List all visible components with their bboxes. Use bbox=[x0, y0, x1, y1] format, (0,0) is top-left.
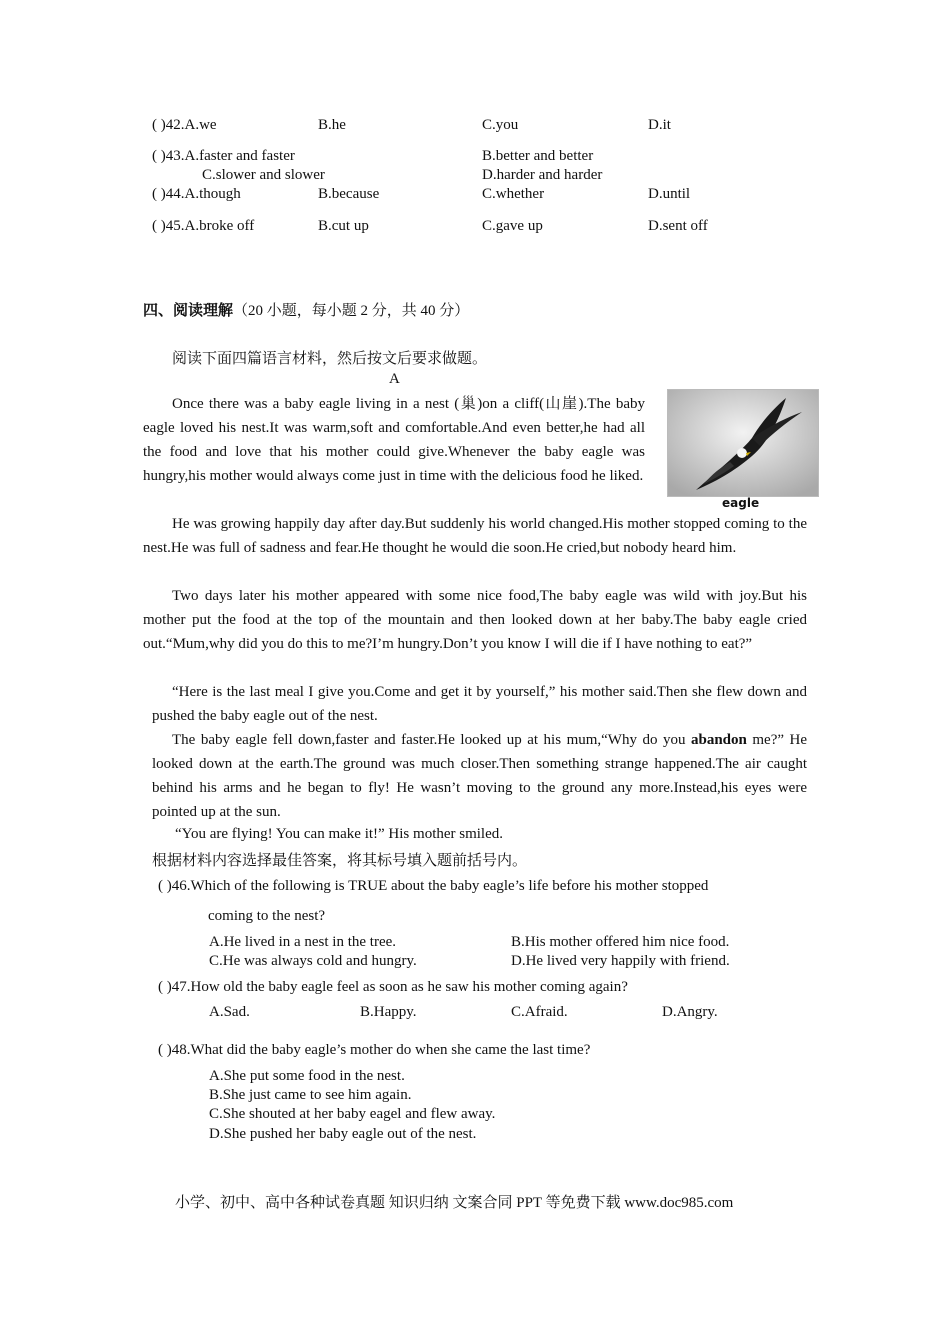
q42-a: ( )42.A.we bbox=[152, 117, 217, 133]
p5-text-a: The baby eagle fell down,faster and faster.He looked up at his mum,“Why do you bbox=[172, 732, 691, 748]
question-43 bbox=[152, 148, 812, 168]
q46-options-row2 bbox=[209, 953, 769, 973]
q48-stem: ( )48.What did the baby eagle’s mother do when she came the last time? bbox=[158, 1042, 591, 1058]
q47-option-b: B.Happy. bbox=[360, 1004, 417, 1020]
q46-option-a: A.He lived in a nest in the tree. bbox=[209, 934, 397, 950]
eagle-icon bbox=[668, 390, 818, 496]
question-45 bbox=[152, 218, 812, 238]
eagle-caption: eagle bbox=[722, 496, 760, 510]
q47-options bbox=[209, 1004, 769, 1024]
q46-stem-cont: coming to the nest? bbox=[208, 908, 326, 924]
q48-option-c: C.She shouted at her baby eagel and flew away. bbox=[209, 1106, 496, 1122]
section-note: （20 小题，每小题 2 分，共 40 分） bbox=[233, 303, 470, 319]
q43-c: C.slower and slower bbox=[202, 167, 325, 183]
passage-paragraph-6: “You are flying! You can make it!” His mother smiled. bbox=[175, 826, 504, 842]
p5-text-b: me?” He looked down at the earth.The ground was much closer.Then something strange happened.The air caught behind his arms and he began to fly! He wasn’t moving to the ground any more.Instead,his eyes were pointed up at the sun. bbox=[152, 732, 807, 820]
q45-c: C.gave up bbox=[482, 218, 543, 234]
q48-option-b: B.She just came to see him again. bbox=[209, 1087, 412, 1103]
q44-c: C.whether bbox=[482, 186, 545, 202]
passage-paragraph-2 bbox=[143, 512, 807, 560]
passage-paragraph-4: “Here is the last meal I give you.Come and get it by yourself,” his mother said.Then she flew down and pushed the baby eagle out of the nest. bbox=[152, 684, 807, 724]
question-44 bbox=[152, 186, 812, 206]
section-instruction: 阅读下面四篇语言材料，然后按文后要求做题。 bbox=[172, 351, 488, 367]
q47-stem: ( )47.How old the baby eagle feel as soon as he saw his mother coming again? bbox=[158, 979, 628, 995]
q42-b: B.he bbox=[318, 117, 346, 133]
q45-d: D.sent off bbox=[648, 218, 708, 234]
p5-bold-word: abandon bbox=[690, 732, 747, 748]
q43-d: D.harder and harder bbox=[482, 167, 603, 183]
passage-paragraph-1: Once there was a baby eagle living in a nest (巢)on a cliff(山崖).The baby eagle loved his nest.It was warm,soft and comfortable.And even better,he had all the food and love that his mother could give.Whenever the baby eagle was hungry,his mother would always come just in time with the delicious food he liked. bbox=[143, 396, 645, 484]
q44-b: B.because bbox=[318, 186, 380, 202]
q43-b: B.better and better bbox=[482, 148, 594, 164]
q46-option-d: D.He lived very happily with friend. bbox=[511, 953, 730, 969]
page-footer: 小学、初中、高中各种试卷真题 知识归纳 文案合同 PPT 等免费下载 www.doc985.com bbox=[175, 1195, 734, 1211]
section-heading bbox=[143, 299, 469, 320]
section-title: 四、阅读理解 bbox=[143, 301, 234, 319]
q47-option-a: A.Sad. bbox=[209, 1004, 250, 1020]
passage-paragraph-3: Two days later his mother appeared with some nice food,The baby eagle was wild with joy.But his mother put the food at the top of the mountain and then looked down at her baby.The baby eagle cried out.“Mum,why did you do this to me?I’m hungry.Don’t you know I will die if I have nothing to eat?” bbox=[143, 588, 807, 652]
passage-paragraph-2-text: He was growing happily day after day.But suddenly his world changed.His mother stopped coming to the nest.He was full of sadness and fear.He thought he would die soon.He cried,but nobody heard him. bbox=[143, 516, 807, 556]
q44-a: ( )44.A.though bbox=[152, 186, 241, 202]
q42-c: C.you bbox=[482, 117, 519, 133]
q43-a: ( )43.A.faster and faster bbox=[152, 148, 295, 164]
q48-option-a: A.She put some food in the nest. bbox=[209, 1068, 405, 1084]
question-42 bbox=[152, 117, 812, 137]
q45-b: B.cut up bbox=[318, 218, 369, 234]
q47-option-c: C.Afraid. bbox=[511, 1004, 568, 1020]
q45-a: ( )45.A.broke off bbox=[152, 218, 255, 234]
passage-label: A bbox=[389, 371, 400, 387]
q46-options-row1 bbox=[209, 934, 769, 954]
q46-stem: ( )46.Which of the following is TRUE about the baby eagle’s life before his mother stopped bbox=[158, 878, 709, 894]
q46-option-c: C.He was always cold and hungry. bbox=[209, 953, 417, 969]
passage-paragraph-5 bbox=[152, 728, 807, 824]
q48-option-d: D.She pushed her baby eagle out of the nest. bbox=[209, 1126, 477, 1142]
q46-option-b: B.His mother offered him nice food. bbox=[511, 934, 730, 950]
q42-d: D.it bbox=[648, 117, 671, 133]
eagle-image bbox=[667, 389, 819, 497]
q47-option-d: D.Angry. bbox=[662, 1004, 718, 1020]
task-instruction: 根据材料内容选择最佳答案，将其标号填入题前括号内。 bbox=[152, 853, 528, 869]
question-43-row2 bbox=[152, 167, 812, 187]
q44-d: D.until bbox=[648, 186, 691, 202]
